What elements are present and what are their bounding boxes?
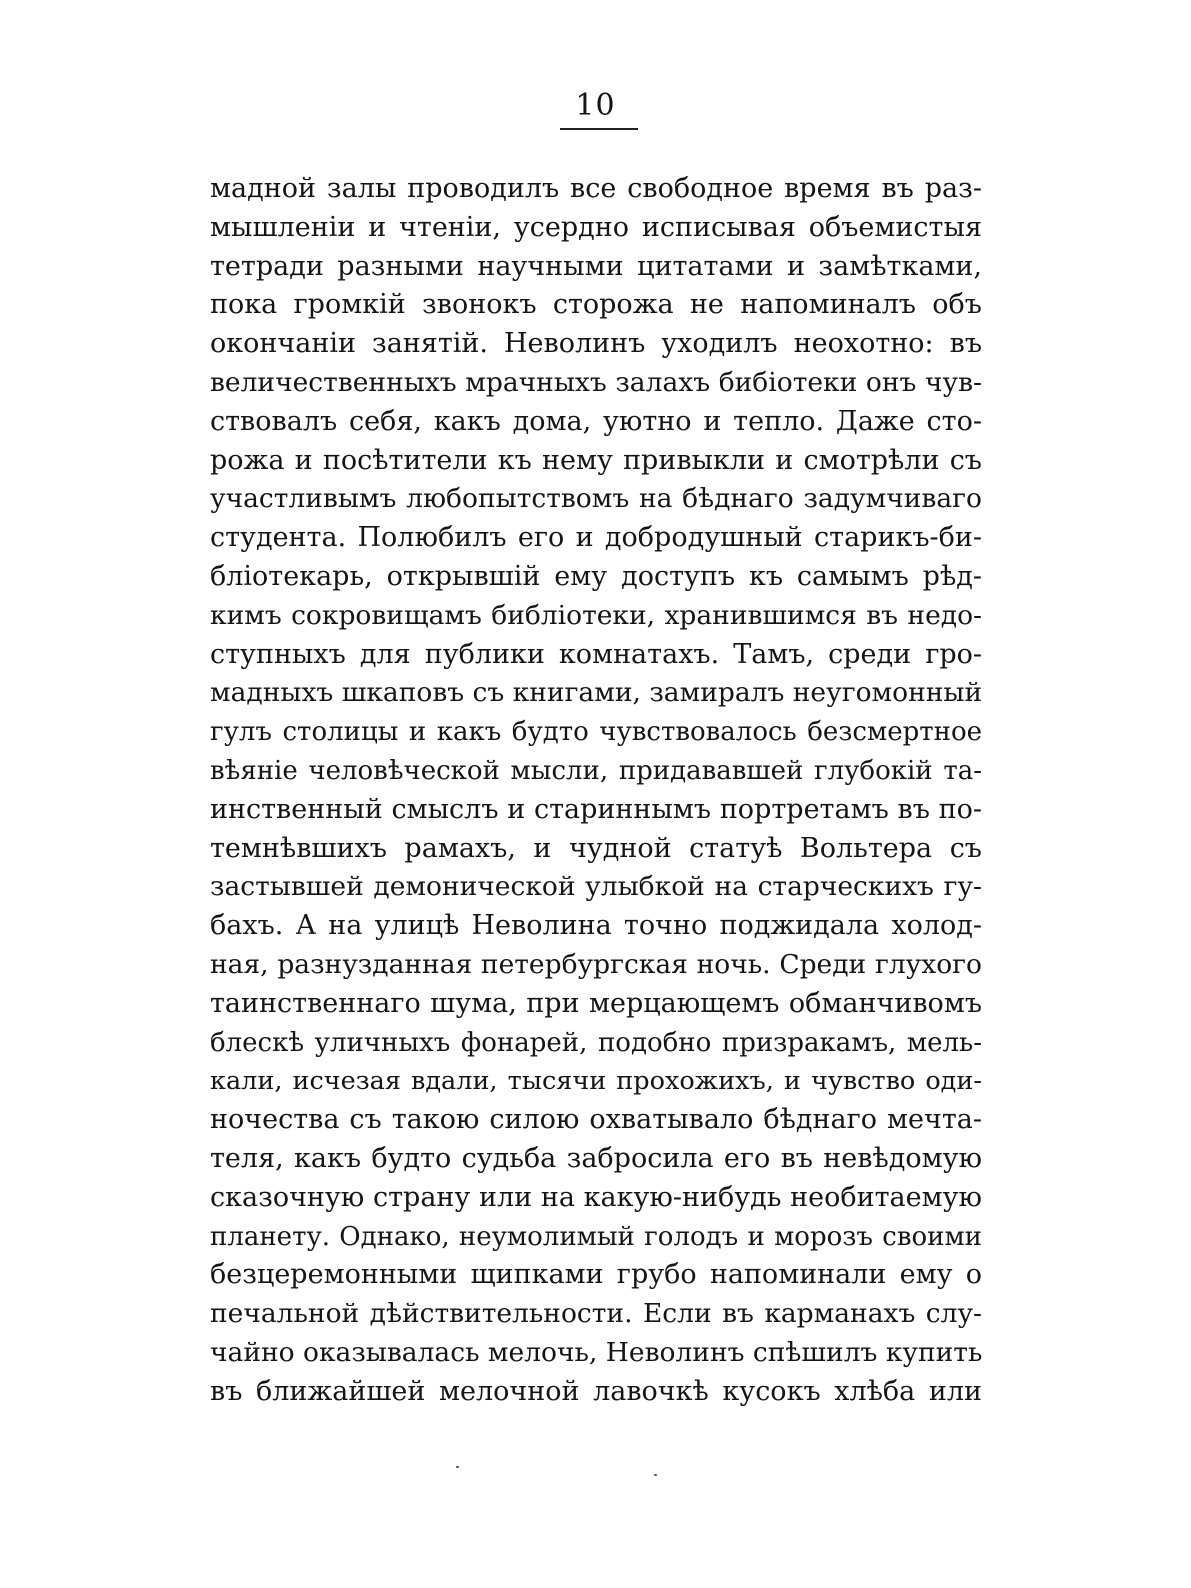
text-line: гулъ столицы и какъ будто чувствовалось безсмертное xyxy=(210,717,982,748)
scan-speck xyxy=(654,1474,657,1476)
text-line: величественныхъ мрачныхъ залахъ бибіотеки онъ чув- xyxy=(210,366,982,398)
text-line: студента. Полюбилъ его и добродушный старикъ-би- xyxy=(210,522,982,554)
text-line: ночества съ такою силою охватывало бѣднаго мечта- xyxy=(210,1104,982,1136)
text-line: кали, исчезая вдали, тысячи прохожихъ, и чувство оди- xyxy=(210,1066,982,1097)
text-line: вѣяніе человѣческой мысли, придававшей глубокій та- xyxy=(210,755,982,786)
text-line: инственный смыслъ и стариннымъ портретамъ въ по- xyxy=(210,793,982,825)
text-line: ступныхъ для публики комнатахъ. Тамъ, среди гро- xyxy=(210,638,982,670)
text-line: застывшей демонической улыбкой на старческихъ гу- xyxy=(210,871,982,903)
page-number: 10 xyxy=(575,88,616,123)
text-line: окончаніи занятій. Неволинъ уходилъ неохотно: въ xyxy=(210,328,982,360)
text-line: тетради разными научными цитатами и замѣтками, xyxy=(210,250,982,282)
text-line: бахъ. А на улицѣ Неволина точно поджидала холод- xyxy=(210,910,982,942)
text-line: мадной залы проводилъ все свободное время въ раз- xyxy=(210,173,982,204)
text-line: мышленіи и чтеніи, усердно исписывая объемистыя xyxy=(210,211,982,243)
text-line: печальной дѣйствительности. Если въ карманахъ слу- xyxy=(210,1298,982,1330)
text-line: кимъ сокровищамъ библіотеки, хранившимся въ недо- xyxy=(210,599,982,631)
text-line: мадныхъ шкаповъ съ книгами, замиралъ неугомонный xyxy=(210,677,982,709)
text-line: бліотекарь, открывшій ему доступъ къ самымъ рѣд- xyxy=(210,560,982,592)
text-line: ная, разнузданная петербургская ночь. Среди глухого xyxy=(210,948,982,980)
text-line: въ ближайшей мелочной лавочкѣ кусокъ хлѣба или xyxy=(210,1375,982,1407)
text-line: таинственнаго шума, при мерцающемъ обманчивомъ xyxy=(210,987,982,1019)
scan-speck xyxy=(456,1466,459,1468)
text-line: пока громкій звонокъ сторожа не напоминалъ объ xyxy=(210,289,982,321)
text-line: участливымъ любопытствомъ на бѣднаго задумчиваго xyxy=(210,483,982,515)
body-text xyxy=(210,170,982,1412)
text-line: темнѣвшихъ рамахъ, и чудной статуѣ Вольтера съ xyxy=(210,832,982,864)
text-line: планету. Однако, неумолимый голодъ и морозъ своими xyxy=(210,1221,982,1252)
text-line: ствовалъ себя, какъ дома, уютно и тепло. Даже сто- xyxy=(210,405,982,437)
text-line: блескѣ уличныхъ фонарей, подобно призракамъ, мель- xyxy=(210,1027,982,1058)
text-line: безцеремонными щипками грубо напоминали ему о xyxy=(210,1259,982,1291)
page-number-rule xyxy=(560,128,638,130)
text-line: рожа и посѣтители къ нему привыкли и смотрѣли съ xyxy=(210,444,982,476)
text-line: чайно оказывалась мелочь, Неволинъ спѣшилъ купить xyxy=(210,1336,982,1368)
text-line: теля, какъ будто судьба забросила его въ невѣдомую xyxy=(210,1142,982,1174)
text-line: сказочную страну или на какую-нибудь необитаемую xyxy=(210,1181,982,1213)
